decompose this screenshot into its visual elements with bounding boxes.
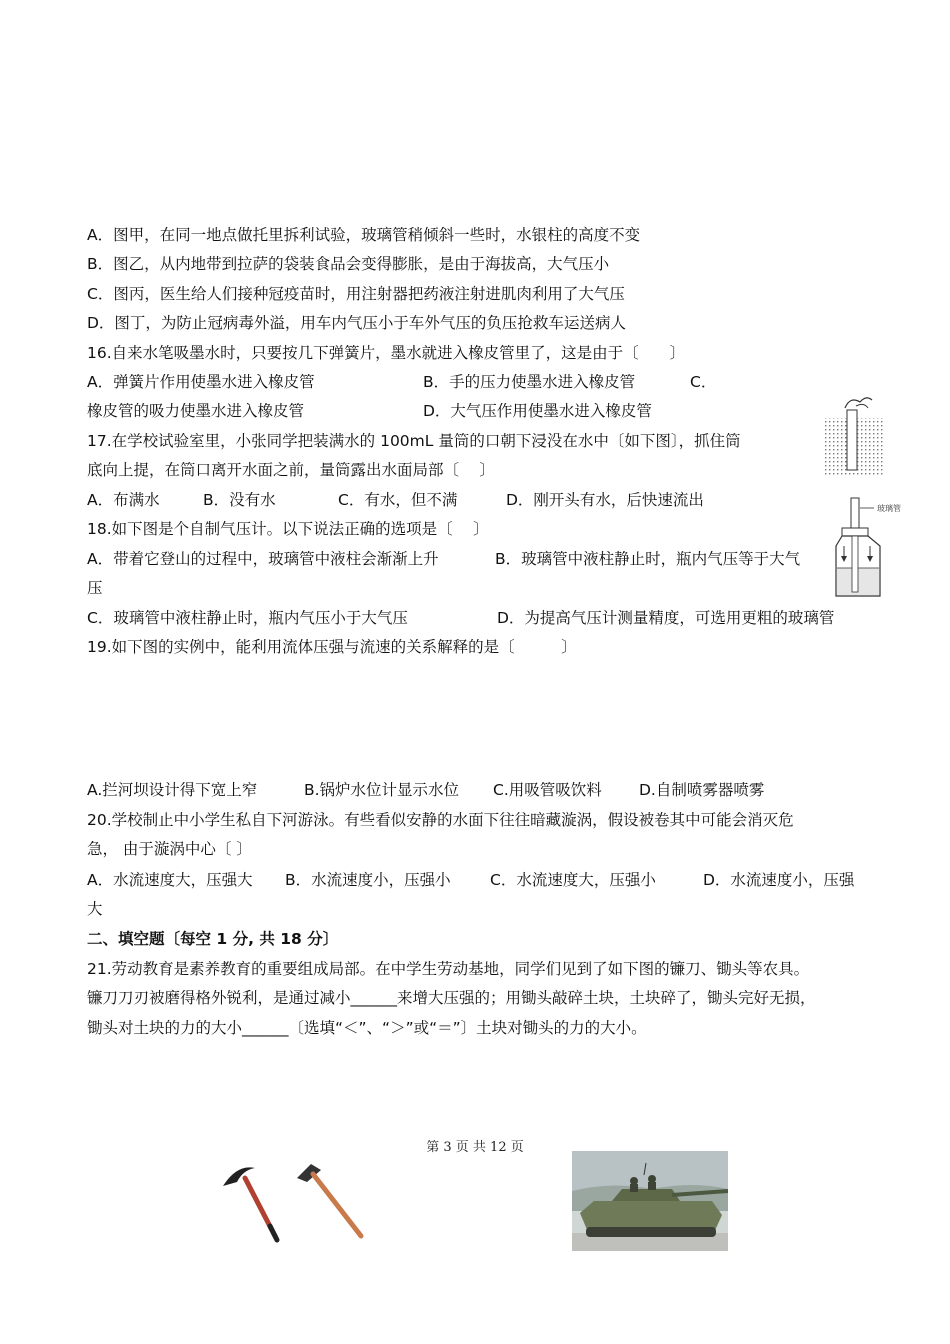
q19-option-c: C.用吸管吸饮料 <box>493 781 602 799</box>
q18-option-d: D．为提高气压计测量精度，可选用更粗的玻璃管 <box>497 609 835 627</box>
q19-option-d: D.自制喷雾器喷雾 <box>639 781 765 799</box>
q16-option-c-head: C． <box>690 373 717 391</box>
q16-option-c-tail: 橡皮管的吸力使墨水进入橡皮管 <box>87 402 305 420</box>
q19-option-b: B.锅炉水位计显示水位 <box>304 781 460 799</box>
q18-option-b-wrap: 压 <box>87 579 103 597</box>
q17-option-b: B．没有水 <box>203 491 276 509</box>
q19-stem: 19.如下图的实例中，能利用流体压强与流速的关系解释的是〔 〕 <box>87 638 577 656</box>
sickle-and-hoe-figure <box>215 1160 375 1250</box>
q17-option-c: C．有水，但不满 <box>338 491 458 509</box>
q15-option-c: C．图丙，医生给人们接种冠疫苗时，用注射器把药液注射进肌肉利用了大气压 <box>87 285 625 303</box>
cylinder-in-water-figure <box>820 392 890 478</box>
q20-option-a: A．水流速度大，压强大 <box>87 871 253 889</box>
q17-option-a: A．布满水 <box>87 491 160 509</box>
q21-line-2: 镰刀刀刃被磨得格外锐利，是通过减小______来增大压强的；用锄头敲碎土块，土块碎了，锄头完好无损， <box>87 989 816 1007</box>
section-heading: 二、填空题〔每空 1 分, 共 18 分〕 <box>87 930 339 948</box>
q17-stem-2: 底向上提，在筒口离开水面之前，量筒露出水面局部〔 〕 <box>87 461 495 479</box>
q21-line-1: 21.劳动教育是素养教育的重要组成局部。在中学生劳动基地，同学们见到了如下图的镰刀、锄头等农具。 <box>87 960 810 978</box>
q16-option-b: B．手的压力使墨水进入橡皮管 <box>423 373 636 391</box>
q20-stem-1: 20.学校制止中小学生私自下河游泳。有些看似安静的水面下往往暗藏漩涡，假设被卷其中可能会消灭危 <box>87 811 794 829</box>
q18-stem: 18.如下图是个自制气压计。以下说法正确的选项是〔 〕 <box>87 520 489 538</box>
q21-line-3: 锄头对土块的力的大小______〔选填“＜”、“＞”或“＝”〕土块对锄头的力的大小。 <box>87 1019 647 1037</box>
q19-option-a: A.拦河坝设计得下宽上窄 <box>87 781 258 799</box>
q18-option-b: B．玻璃管中液柱静止时，瓶内气压等于大气 <box>495 550 801 568</box>
q17-stem-1: 17.在学校试验室里，小张同学把装满水的 100mL 量筒的口朝下浸没在水中〔如下图〕，抓住筒 <box>87 432 741 450</box>
q20-option-c: C．水流速度大，压强小 <box>490 871 656 889</box>
homemade-barometer-figure <box>822 496 912 602</box>
q16-stem: 16.自来水笔吸墨水时，只要按几下弹簧片，墨水就进入橡皮管里了，这是由于〔 〕 <box>87 344 686 362</box>
q15-option-a: A．图甲，在同一地点做托里拆利试验，玻璃管稍倾斜一些时，水银柱的高度不变 <box>87 226 641 244</box>
q18-option-c: C．玻璃管中液柱静止时，瓶内气压小于大气压 <box>87 609 408 627</box>
q20-stem-2: 急， 由于漩涡中心〔 〕 <box>87 840 252 858</box>
page-footer: 第 3 页 共 12 页 <box>426 1140 524 1155</box>
q15-option-d: D．图丁，为防止冠病毒外溢，用车内气压小于车外气压的负压抢救车运送病人 <box>87 314 626 332</box>
q20-option-b: B．水流速度小，压强小 <box>285 871 451 889</box>
q16-option-d: D．大气压作用使墨水进入橡皮管 <box>423 402 652 420</box>
q17-option-d: D．刚开头有水，后快速流出 <box>506 491 704 509</box>
q15-option-b: B．图乙，从内地带到拉萨的袋装食品会变得膨胀，是由于海拔高，大气压小 <box>87 255 610 273</box>
q18-option-a: A．带着它登山的过程中，玻璃管中液柱会渐渐上升 <box>87 550 439 568</box>
q20-option-d-wrap: 大 <box>87 900 103 918</box>
tank-photo-figure <box>572 1151 728 1251</box>
tube-label: 玻璃管 <box>877 504 901 513</box>
q16-option-a: A．弹簧片作用使墨水进入橡皮管 <box>87 373 315 391</box>
q20-option-d: D．水流速度小，压强 <box>703 871 855 889</box>
